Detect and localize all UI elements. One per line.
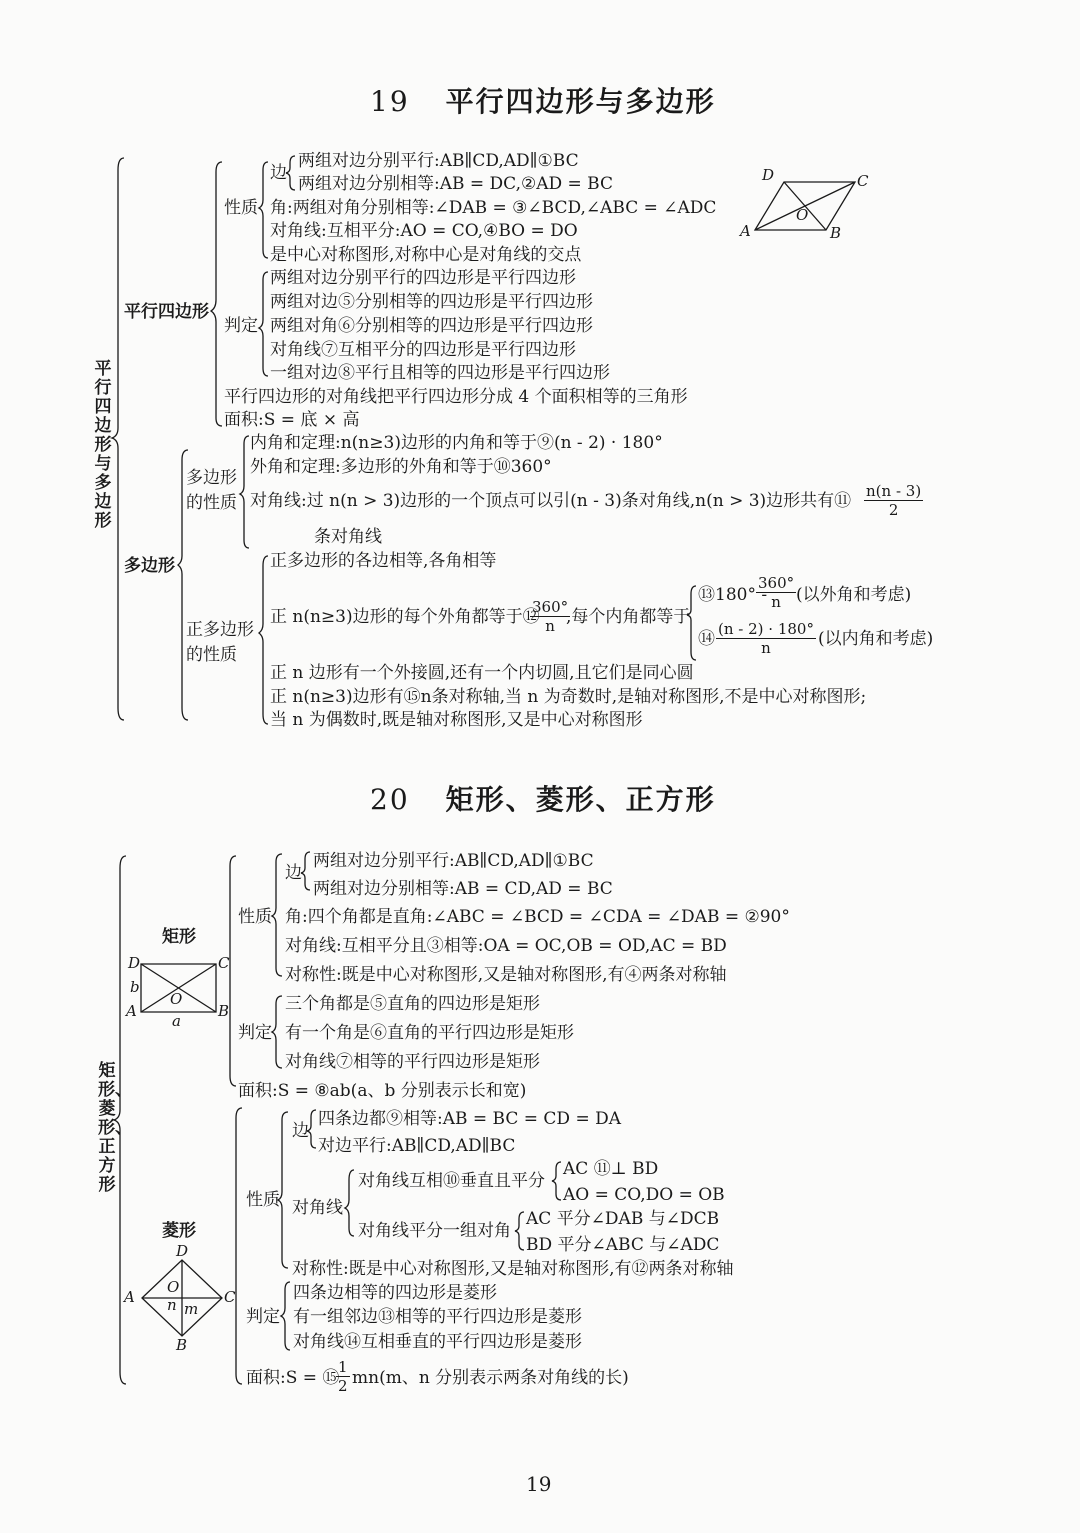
fig-label-d: D xyxy=(176,1242,189,1260)
fraction-denominator: 2 xyxy=(888,501,899,519)
fig-label-a: A xyxy=(124,1288,135,1306)
fig-label-b: B xyxy=(176,1336,188,1354)
s20-rhombus-area-prefix: 面积:S = ⑮ xyxy=(246,1368,340,1388)
fig-label-d: D xyxy=(128,954,141,972)
s19-para-criterion: 一组对边⑧平行且相等的四边形是平行四边形 xyxy=(270,363,610,383)
s20-rhombus-symmetry: 对称性:既是中心对称图形,又是轴对称图形,有⑫两条对称轴 xyxy=(292,1259,734,1279)
section-20-title-text: 矩形、菱形、正方形 xyxy=(445,783,716,816)
s19-polygon-diagonal-1: 对角线:过 n(n > 3)边形的一个顶点可以引(n - 3)条对角线,n(n > 3)边形共有⑪ xyxy=(250,491,852,511)
s20-rhombus-diag-a1: AC ⑪⊥ BD xyxy=(563,1159,659,1179)
s19-interior-a-prefix: ⑬180° - xyxy=(698,585,768,605)
fraction-denominator: n xyxy=(545,617,555,635)
s19-interior-b-note: (以内角和考虑) xyxy=(818,629,934,649)
s20-rhombus-criterion: 有一组邻边⑬相等的平行四边形是菱形 xyxy=(293,1307,582,1327)
s20-rect-angle: 角:四个角都是直角:∠ABC = ∠BCD = ∠CDA = ∠DAB = ②90° xyxy=(285,907,790,927)
s20-rhombus-criteria-label: 判定 xyxy=(246,1307,280,1327)
s20-rhombus-properties-label: 性质 xyxy=(246,1190,280,1210)
s19-para-criterion: 对角线⑦互相平分的四边形是平行四边形 xyxy=(270,340,576,360)
rectangle-figure xyxy=(126,950,246,1030)
section-20-number: 20 xyxy=(370,783,410,816)
s20-rect-criteria-label: 判定 xyxy=(238,1023,272,1043)
fig-label-a: A xyxy=(740,222,751,240)
s20-rhombus-area-fraction xyxy=(336,1358,350,1395)
fraction-denominator: 2 xyxy=(338,1377,348,1395)
s19-regular-4: 正 n(n≥3)边形有⑮n条对称轴,当 n 为奇数时,是轴对称图形,不是中心对称图形; xyxy=(270,687,867,707)
fig-label-o: O xyxy=(796,206,809,224)
fig-label-side-b: b xyxy=(130,978,140,996)
s19-para-criterion: 两组对边⑤分别相等的四边形是平行四边形 xyxy=(270,292,593,312)
s19-polygon-interior-sum: 内角和定理:n(n≥3)边形的内角和等于⑨(n - 2) · 180° xyxy=(250,433,663,453)
s20-rectangle-label: 矩形 xyxy=(162,927,196,947)
fraction-numerator: 1 xyxy=(338,1358,348,1376)
fig-label-c: C xyxy=(224,1288,236,1306)
rhombus-figure xyxy=(122,1240,242,1354)
fig-label-m: m xyxy=(184,1300,199,1318)
s20-rect-side-2: 两组对边分别相等:AB = CD,AD = BC xyxy=(313,879,613,899)
s20-rhombus-side-label: 边 xyxy=(292,1121,309,1141)
s19-para-criterion: 两组对边分别平行的四边形是平行四边形 xyxy=(270,268,576,288)
s19-polygon-props-label: 多边形的性质 xyxy=(186,468,237,513)
s20-rhombus-criterion: 对角线⑭互相垂直的平行四边形是菱形 xyxy=(293,1332,582,1352)
s19-para-area: 面积:S = 底 × 高 xyxy=(224,410,360,430)
s20-rect-symmetry: 对称性:既是中心对称图形,又是轴对称图形,有④两条对称轴 xyxy=(285,965,727,985)
s19-polygon-diagonal-2: 条对角线 xyxy=(314,527,382,547)
s20-rect-side-1: 两组对边分别平行:AB∥CD,AD∥①BC xyxy=(313,851,594,871)
fig-label-n: n xyxy=(167,1296,177,1314)
s20-rect-criterion: 对角线⑦相等的平行四边形是矩形 xyxy=(285,1052,540,1072)
s19-regular-2-mid: ,每个内角都等于 xyxy=(566,607,691,627)
s20-rect-criterion: 三个角都是⑤直角的四边形是矩形 xyxy=(285,994,540,1014)
s20-rhombus-criterion: 四条边相等的四边形是菱形 xyxy=(293,1283,497,1303)
s20-rect-side-label: 边 xyxy=(285,863,302,883)
s20-root-label: 矩形、菱形、正方形 xyxy=(98,1061,132,1195)
s20-rect-diagonal: 对角线:互相平分且③相等:OA = OC,OB = OD,AC = BD xyxy=(285,936,727,956)
fraction-numerator: 360° xyxy=(758,574,795,592)
s20-rhombus-label: 菱形 xyxy=(162,1221,196,1241)
s20-rect-criterion: 有一个角是⑥直角的平行四边形是矩形 xyxy=(285,1023,574,1043)
fig-label-c: C xyxy=(857,172,869,190)
s19-parallelogram-label: 平行四边形 xyxy=(124,302,209,322)
s20-rhombus-diag-a: 对角线互相⑩垂直且平分 xyxy=(358,1171,545,1191)
s19-para-side-label: 边 xyxy=(270,163,287,183)
fraction-denominator: n xyxy=(761,639,771,657)
fraction-denominator: n xyxy=(771,593,781,611)
s19-para-angle: 角:两组对角分别相等:∠DAB = ③∠BCD,∠ABC = ∠ADC xyxy=(270,198,717,218)
s20-rhombus-diag-b2: BD 平分∠ABC 与∠ADC xyxy=(526,1235,720,1255)
s19-para-diagonal-area-fact: 平行四边形的对角线把平行四边形分成 4 个面积相等的三角形 xyxy=(224,387,688,407)
s20-rect-properties-label: 性质 xyxy=(238,907,272,927)
fig-label-o: O xyxy=(170,990,183,1008)
s20-rhombus-area-suffix: mn(m、n 分别表示两条对角线的长) xyxy=(352,1368,629,1388)
s19-root-label: 平行四边形与多边形 xyxy=(94,359,112,531)
fig-label-side-a: a xyxy=(172,1012,181,1030)
fig-label-b: B xyxy=(218,1002,230,1020)
s19-regular-2-prefix: 正 n(n≥3)边形的每个外角都等于⑫ xyxy=(270,607,540,627)
section-19-number: 19 xyxy=(370,85,410,118)
s19-para-properties-label: 性质 xyxy=(224,198,258,218)
section-19-title-text: 平行四边形与多边形 xyxy=(445,85,716,118)
fig-label-o: O xyxy=(167,1278,180,1296)
fig-label-a: A xyxy=(126,1002,137,1020)
s19-polygon-exterior-sum: 外角和定理:多边形的外角和等于⑩360° xyxy=(250,457,552,477)
s19-regular-1: 正多边形的各边相等,各角相等 xyxy=(270,551,497,571)
s19-regular-3: 正 n 边形有一个外接圆,还有一个内切圆,且它们是同心圆 xyxy=(270,663,694,683)
fraction-numerator: 360° xyxy=(532,598,569,616)
fig-label-d: D xyxy=(762,166,775,184)
s20-rhombus-side-1: 四条边都⑨相等:AB = BC = CD = DA xyxy=(318,1109,622,1129)
page-number: 19 xyxy=(526,1472,552,1496)
s20-rhombus-diag-b: 对角线平分一组对角 xyxy=(358,1221,511,1241)
s20-rect-area: 面积:S = ⑧ab(a、b 分别表示长和宽) xyxy=(238,1081,527,1101)
s19-para-diagonal: 对角线:互相平分:AO = CO,④BO = DO xyxy=(270,221,578,241)
fig-label-b: B xyxy=(830,224,842,242)
s20-rhombus-side-2: 对边平行:AB∥CD,AD∥BC xyxy=(318,1136,516,1156)
s19-para-criterion: 两组对角⑥分别相等的四边形是平行四边形 xyxy=(270,316,593,336)
s19-interior-a-note: (以外角和考虑) xyxy=(796,585,912,605)
s19-regular-5: 当 n 为偶数时,既是轴对称图形,又是中心对称图形 xyxy=(270,710,643,730)
s19-interior-b-prefix: ⑭ xyxy=(698,629,715,649)
fraction-numerator: (n - 2) · 180° xyxy=(718,620,814,638)
s19-polygon-label: 多边形 xyxy=(124,556,175,576)
s20-rhombus-diag-a2: AO = CO,DO = OB xyxy=(563,1185,725,1205)
s19-regular-label: 正多边形的性质 xyxy=(186,620,254,665)
s19-para-symmetry: 是中心对称图形,对称中心是对角线的交点 xyxy=(270,245,582,265)
s19-para-side-2: 两组对边分别相等:AB = DC,②AD = BC xyxy=(298,174,613,194)
s19-para-side-1: 两组对边分别平行:AB∥CD,AD∥①BC xyxy=(298,151,579,171)
s20-rhombus-diag-b1: AC 平分∠DAB 与∠DCB xyxy=(526,1209,720,1229)
s19-para-criteria-label: 判定 xyxy=(224,316,258,336)
fig-label-c: C xyxy=(218,954,230,972)
s20-rhombus-diagonal-label: 对角线 xyxy=(292,1198,343,1218)
fraction-numerator: n(n - 3) xyxy=(866,482,922,500)
